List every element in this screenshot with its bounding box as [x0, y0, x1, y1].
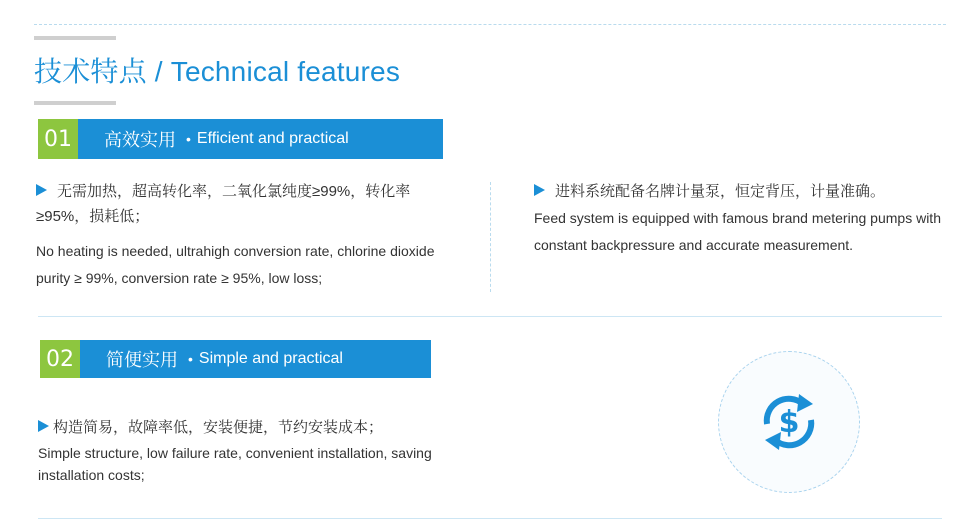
feature-right [534, 179, 944, 259]
section-number: 02 [40, 340, 80, 378]
feature-left [36, 179, 444, 292]
bottom-divider [38, 518, 942, 519]
section-title-zh: 简便实用 [106, 350, 178, 370]
section-bullet: • [186, 131, 191, 147]
column-divider [490, 182, 491, 292]
feature-text-en: No heating is needed, ultrahigh conversion rate, chlorine dioxide purity ≥ 99%, conversion rate ≥ 95%, low loss; [36, 243, 435, 286]
triangle-bullet-icon [534, 184, 545, 196]
section-number: 01 [38, 119, 78, 159]
top-divider [34, 24, 946, 25]
section-title-en: Simple and practical [198, 350, 343, 367]
section-title-zh: 高效实用 [104, 130, 176, 150]
section-header [80, 340, 431, 378]
svg-text:$: $ [778, 405, 800, 440]
section-divider [38, 316, 942, 317]
icon-badge [718, 351, 860, 493]
feature-text-en: Simple structure, low failure rate, convenient installation, saving installation costs; [38, 445, 432, 483]
triangle-bullet-icon [38, 420, 49, 432]
dollar-cycle-icon [751, 384, 827, 460]
section-header [78, 119, 443, 159]
feature-text-zh: 构造简易，故障率低，安装便捷，节约安装成本； [38, 416, 448, 440]
section-bullet: • [188, 351, 193, 367]
feature-text-zh: 无需加热，超高转化率，二氧化氯纯度≥99%，转化率≥95%，损耗低； [36, 183, 411, 225]
feature-left [38, 416, 448, 486]
feature-text-zh: 进料系统配备名牌计量泵，恒定背压，计量准确。 [534, 179, 944, 204]
triangle-bullet-icon [36, 184, 47, 196]
page-title: 技术特点 / Technical features [34, 56, 401, 87]
title-underline [34, 101, 116, 105]
section-title-en: Efficient and practical [196, 130, 349, 147]
title-overline [34, 36, 116, 40]
feature-text-en: Feed system is equipped with famous brand metering pumps with constant backpressure and accurate measurement. [534, 210, 941, 253]
